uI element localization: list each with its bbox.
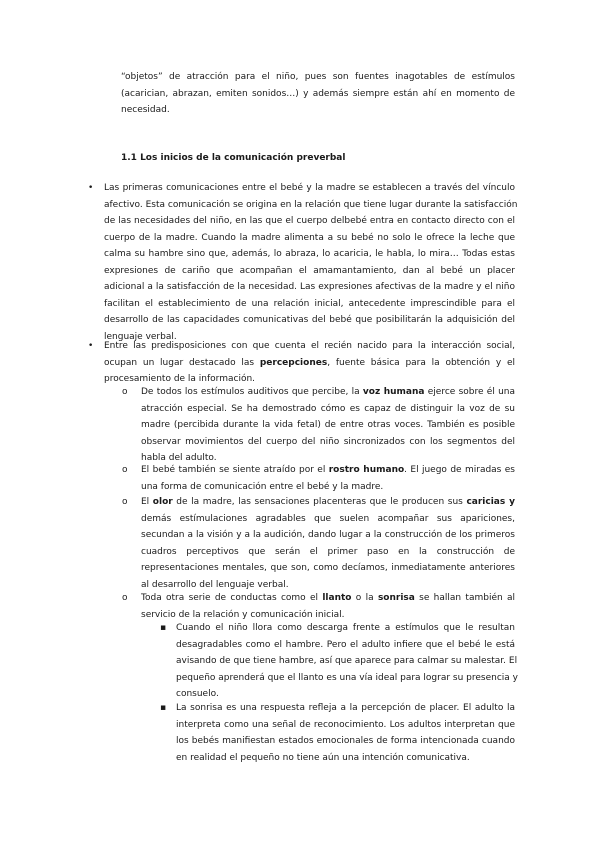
text-run: o la [351,593,378,603]
text-line [141,590,515,607]
text-line [104,355,515,372]
circle-marker: o [122,465,128,475]
bold-term: voz humana [362,387,425,397]
text-line: lenguaje verbal. [104,331,177,342]
text-line: avisando de que tiene hambre, así que aparece para calmar su malestar. El [176,656,518,666]
item-sonrisa [176,700,515,766]
text-line: representaciones mentales, que son, como decíamos, inmediatamente anteriores [141,563,515,573]
subitem-llanto-sonrisa [141,590,515,623]
text-line: procesamiento de la información. [104,374,256,384]
text-run: Toda otra serie de conductas como el [141,593,323,603]
intro-paragraph [121,69,515,119]
bold-term: sonrisa [377,593,415,603]
subitem-rostro-humano [141,462,515,495]
bold-term: caricias y [466,497,515,507]
text-line: habla del adulto. [141,453,217,463]
text-run: De todos los estímulos auditivos que percibe, la [141,387,363,397]
text-run: El bebé también se siente atraído por el [141,465,329,475]
text-line: consuelo. [176,689,219,699]
bullet-marker: • [88,341,94,351]
bold-term: llanto [322,593,352,603]
text-run: ejerce sobre él una [424,387,516,397]
square-marker: ▪ [160,623,167,633]
text-line [141,462,515,479]
text-line: (acarician, abrazan, emiten sonidos…) y además siempre están ahí en momento de [121,88,515,99]
text-line: Entre las predisposiciones con que cuenta el recién nacido para la interacción social, [104,341,515,351]
text-line: atracción especial. Se ha demostrado cómo es capaz de distinguir la voz de su [141,403,515,414]
text-line: adicional a la satisfacción de la necesidad. Las expresiones afectivas de la madre y el niño [104,282,515,292]
text-line: secundan a la visión y a la audición, dando lugar a la construcción de los primeros [141,530,515,540]
item-llanto [176,620,518,703]
bold-term: percepciones [259,357,328,368]
text-line: afectivo. Esta comunicación se origina en la relación que tiene lugar durante la satisfacción [104,199,518,210]
paragraph-predisposiciones [104,338,515,388]
subitem-olor [141,494,515,593]
text-line: pequeño aprenderá que el llanto es una vía ideal para lograr su presencia y [176,672,518,683]
circle-marker: o [122,497,128,507]
text-line: Cuando el niño llora como descarga frente a estímulos que le resultan [176,623,515,633]
text-line: desarrollo de las capacidades comunicativas del bebé que posibilitarán la adquisición del [104,315,515,325]
paragraph-vinculo-afectivo [104,180,518,345]
text-line: calma su hambre sino que, además, lo abraza, lo acaricia, le habla, lo mira… Todas estas [104,249,515,259]
text-line: madre (percibida durante la vida fetal) de entre otras voces. También es posible [141,420,515,430]
text-line: La sonrisa es una respuesta refleja a la percepción de placer. El adulto la [176,703,515,713]
text-line: desagradables como el hambre. Pero el adulto infiere que el bebé le está [176,639,515,650]
square-marker: ▪ [160,703,167,713]
text-run: El [141,497,153,507]
text-line: “objetos” de atracción para el niño, pues son fuentes inagotables de estímulos [121,72,515,82]
bold-term: rostro humano [328,465,405,475]
text-line: expresiones de cariño que acompañan el amamantamiento, dan al bebé un placer [104,265,515,276]
text-line: cuadros perceptivos que serán el primer paso en la construcción de [141,546,515,557]
text-run: de la madre, las sensaciones placenteras que le producen sus [172,497,467,507]
text-run: . El juego de miradas es [404,465,515,475]
text-line: de las necesidades del niño, en las que el cuerpo delbebé entra en contacto directo con el [104,216,515,226]
text-line: cuerpo de la madre. Cuando la madre alimenta a su bebé no solo le ofrece la leche que [104,232,515,243]
text-line: al desarrollo del lenguaje verbal. [141,579,289,590]
text-line [141,384,515,401]
text-run: ocupan un lugar destacado las [104,357,260,368]
bullet-marker: • [88,183,94,193]
text-run: , fuente básica para la obtención y el [327,357,515,368]
text-line: observar movimientos del cuerpo del niño sincronizados con los segmentos del [141,436,515,447]
text-line: los bebés manifiestan estados emocionales de forma intencionada cuando [176,736,515,746]
bold-term: olor [152,497,173,507]
text-line: facilitan el establecimiento de una relación inicial, antecedente imprescindible para el [104,298,515,309]
text-line: servicio de la relación y comunicación inicial. [141,609,345,620]
text-run: se hallan también al [414,593,516,603]
text-line: una forma de comunicación entre el bebé y la madre. [141,481,384,492]
text-line [141,494,515,511]
text-line: interpreta como una señal de reconocimiento. Los adultos interpretan que [176,719,515,730]
section-heading: 1.1 Los inicios de la comunicación preverbal [121,153,346,163]
text-line: demás estímulaciones agradables que suelen acompañar sus apariciones, [141,513,515,524]
text-line: Las primeras comunicaciones entre el bebé y la madre se establecen a través del vínculo [104,183,515,193]
subitem-voz-humana [141,384,515,467]
circle-marker: o [122,593,128,603]
text-line: necesidad. [121,105,170,115]
text-line: en realidad el pequeño no tiene aún una intención comunicativa. [176,752,470,763]
circle-marker: o [122,387,128,397]
